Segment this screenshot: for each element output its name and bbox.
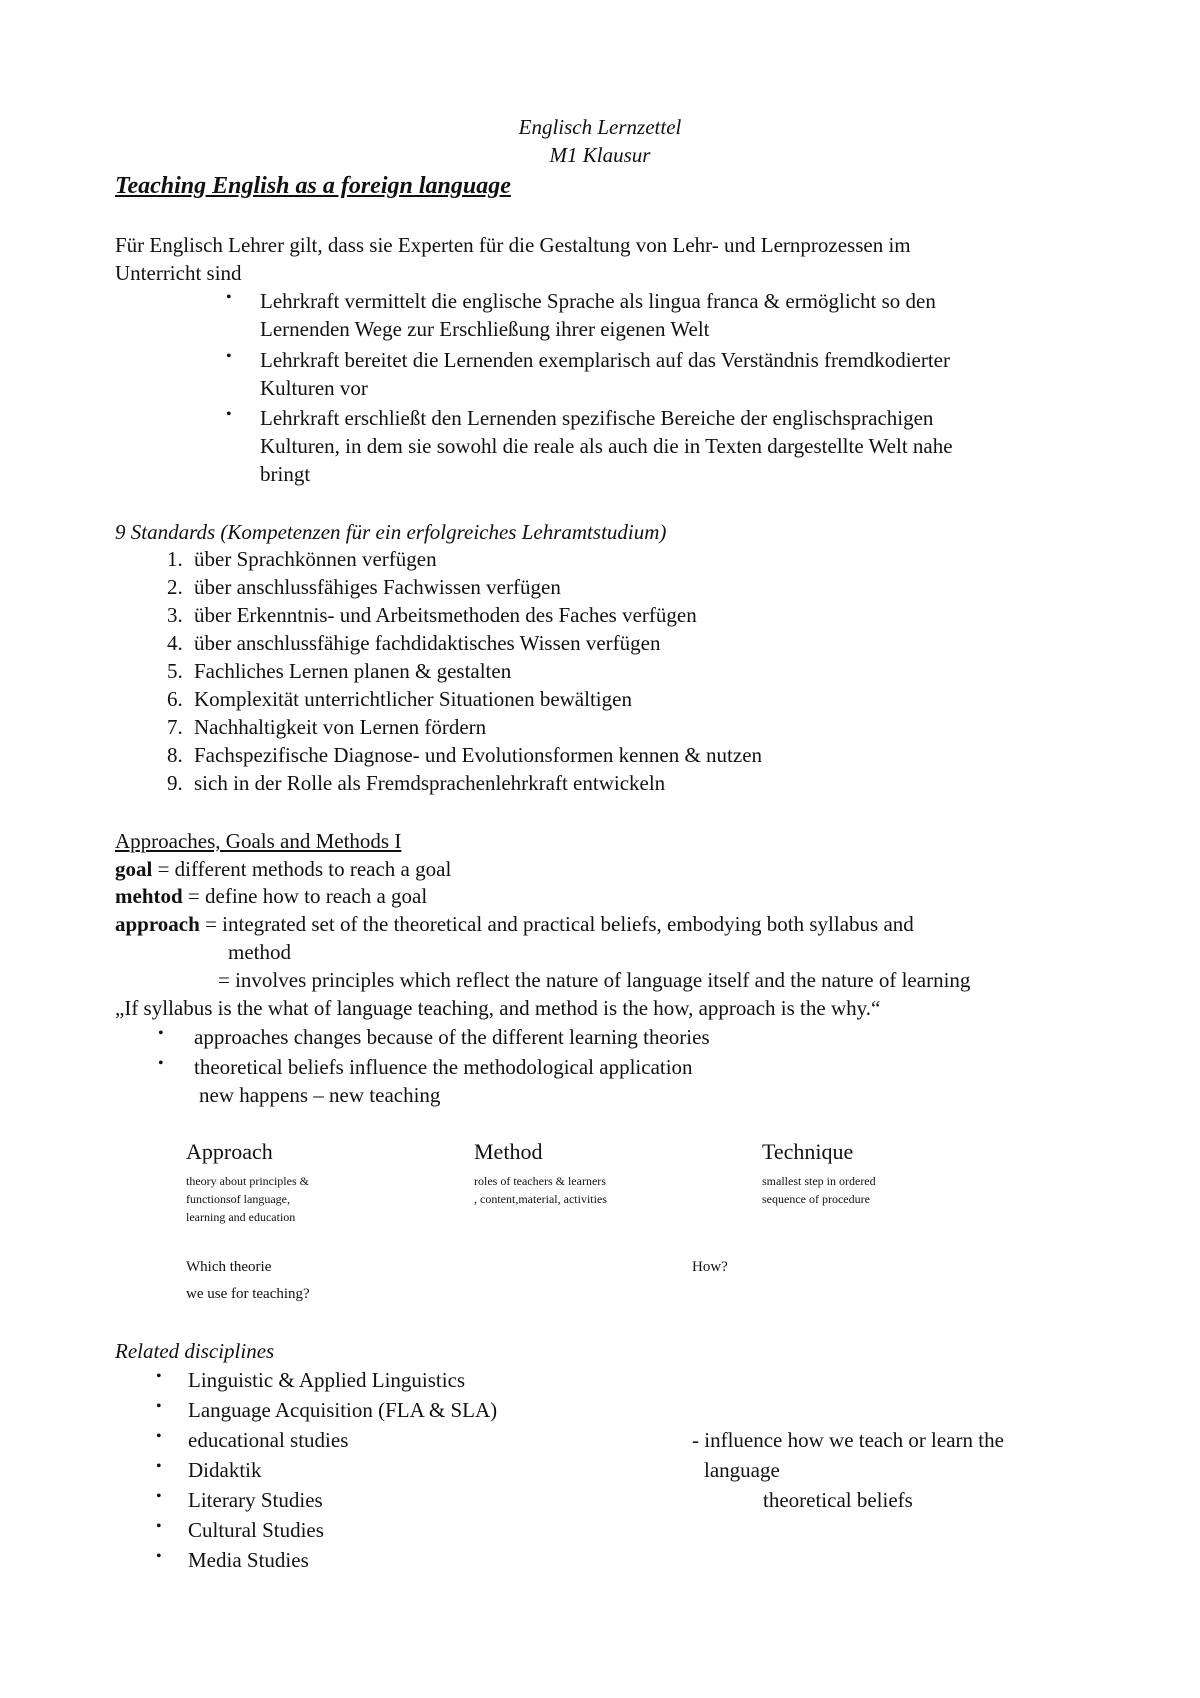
bullet-icon: • xyxy=(156,1548,162,1565)
triad-approach-line2: functionsof language, xyxy=(186,1192,290,1206)
related-item: educational studies xyxy=(188,1428,349,1452)
list-item: 1. über Sprachkönnen verfügen xyxy=(188,545,762,573)
approaches-note: new happens – new teaching xyxy=(199,1083,441,1107)
which-theory-line1: Which theorie xyxy=(186,1259,272,1275)
intro-bullet-3-line3: bringt xyxy=(260,462,311,486)
triad-method-title: Method xyxy=(474,1139,543,1164)
intro-line1: Für Englisch Lehrer gilt, dass sie Experten für die Gestaltung von Lehr- und Lernprozessen im xyxy=(115,233,911,257)
bullet-icon: • xyxy=(156,1518,162,1535)
bullet-icon: • xyxy=(158,1025,164,1042)
triad-approach-line3: learning and education xyxy=(186,1210,296,1224)
goal-text: = different methods to reach a goal xyxy=(152,857,452,881)
related-heading: Related disciplines xyxy=(115,1339,275,1363)
document-header-line2: M1 Klausur xyxy=(549,143,651,167)
related-item: Didaktik xyxy=(188,1458,262,1482)
standards-heading: 9 Standards (Kompetenzen für ein erfolgreiches Lehramtstudium) xyxy=(115,520,667,544)
intro-line2: Unterricht sind xyxy=(115,261,242,285)
approach-definition xyxy=(115,910,914,938)
triad-technique-line1: smallest step in ordered xyxy=(762,1174,876,1188)
approach-definition-2: = involves principles which reflect the nature of language itself and the nature of learning xyxy=(218,968,971,992)
list-item: 4. über anschlussfähige fachdidaktisches Wissen verfügen xyxy=(188,629,762,657)
intro-bullet-2-line1: Lehrkraft bereitet die Lernenden exemplarisch auf das Verständnis fremdkodierter xyxy=(260,348,950,372)
intro-bullet-1-line1: Lehrkraft vermittelt die englische Sprache als lingua franca & ermöglicht so den xyxy=(260,289,936,313)
method-term: mehtod xyxy=(115,884,183,908)
bullet-icon: • xyxy=(156,1368,162,1385)
page-title: Teaching English as a foreign language xyxy=(115,173,511,199)
triad-technique-title: Technique xyxy=(762,1139,854,1164)
which-theory-line2: we use for teaching? xyxy=(186,1286,310,1302)
standards-list xyxy=(148,545,762,797)
bullet-icon: • xyxy=(158,1055,164,1072)
triad-approach-line1: theory about principles & xyxy=(186,1174,309,1188)
bullet-icon: • xyxy=(156,1488,162,1505)
intro-bullet-3-line1: Lehrkraft erschließt den Lernenden spezifische Bereiche der englischsprachigen xyxy=(260,406,934,430)
list-item: 5. Fachliches Lernen planen & gestalten xyxy=(188,657,762,685)
related-item: Linguistic & Applied Linguistics xyxy=(188,1368,466,1392)
list-item: 8. Fachspezifische Diagnose- und Evolutionsformen kennen & nutzen xyxy=(188,741,762,769)
intro-bullet-3-line2: Kulturen, in dem sie sowohl die reale als auch die in Texten dargestellte Welt nahe xyxy=(260,434,953,458)
method-definition xyxy=(115,882,427,910)
list-item: 6. Komplexität unterrichtlicher Situationen bewältigen xyxy=(188,685,762,713)
syllabus-quote: „If syllabus is the what of language teaching, and method is the how, approach is the why.“ xyxy=(115,996,881,1020)
approaches-bullet-1: approaches changes because of the different learning theories xyxy=(194,1025,710,1049)
triad-technique-line2: sequence of procedure xyxy=(762,1192,870,1206)
approaches-heading: Approaches, Goals and Methods I xyxy=(115,829,402,853)
triad-method-line1: roles of teachers & learners xyxy=(474,1174,606,1188)
list-item: 2. über anschlussfähiges Fachwissen verfügen xyxy=(188,573,762,601)
related-side-note-line3: theoretical beliefs xyxy=(763,1488,913,1512)
approaches-bullet-2: theoretical beliefs influence the methodological application xyxy=(194,1055,693,1079)
list-item: 7. Nachhaltigkeit von Lernen fördern xyxy=(188,713,762,741)
goal-definition xyxy=(115,855,451,883)
triad-approach-title: Approach xyxy=(186,1139,273,1164)
related-item: Cultural Studies xyxy=(188,1518,324,1542)
bullet-icon: • xyxy=(226,348,232,365)
related-item: Literary Studies xyxy=(188,1488,323,1512)
goal-term: goal xyxy=(115,857,153,881)
approach-text: = integrated set of the theoretical and practical beliefs, embodying both syllabus and xyxy=(199,912,914,936)
related-side-note-line2: language xyxy=(704,1458,780,1482)
intro-bullet-1-line2: Lernenden Wege zur Erschließung ihrer eigenen Welt xyxy=(260,317,710,341)
intro-bullet-2-line2: Kulturen vor xyxy=(260,376,368,400)
approach-term: approach xyxy=(115,912,200,936)
bullet-icon: • xyxy=(226,406,232,423)
related-item: Media Studies xyxy=(188,1548,309,1572)
list-item: 3. über Erkenntnis- und Arbeitsmethoden des Faches verfügen xyxy=(188,601,762,629)
document-header-line1: Englisch Lernzettel xyxy=(518,115,682,139)
related-side-note-line1: - influence how we teach or learn the xyxy=(692,1428,1004,1452)
bullet-icon: • xyxy=(156,1458,162,1475)
approach-definition-cont: method xyxy=(228,940,291,964)
list-item: 9. sich in der Rolle als Fremdsprachenlehrkraft entwickeln xyxy=(188,769,762,797)
related-item: Language Acquisition (FLA & SLA) xyxy=(188,1398,498,1422)
bullet-icon: • xyxy=(156,1398,162,1415)
bullet-icon: • xyxy=(226,289,232,306)
triad-method-line2: , content,material, activities xyxy=(474,1192,607,1206)
bullet-icon: • xyxy=(156,1428,162,1445)
how-question: How? xyxy=(692,1259,728,1275)
method-text: = define how to reach a goal xyxy=(182,884,428,908)
